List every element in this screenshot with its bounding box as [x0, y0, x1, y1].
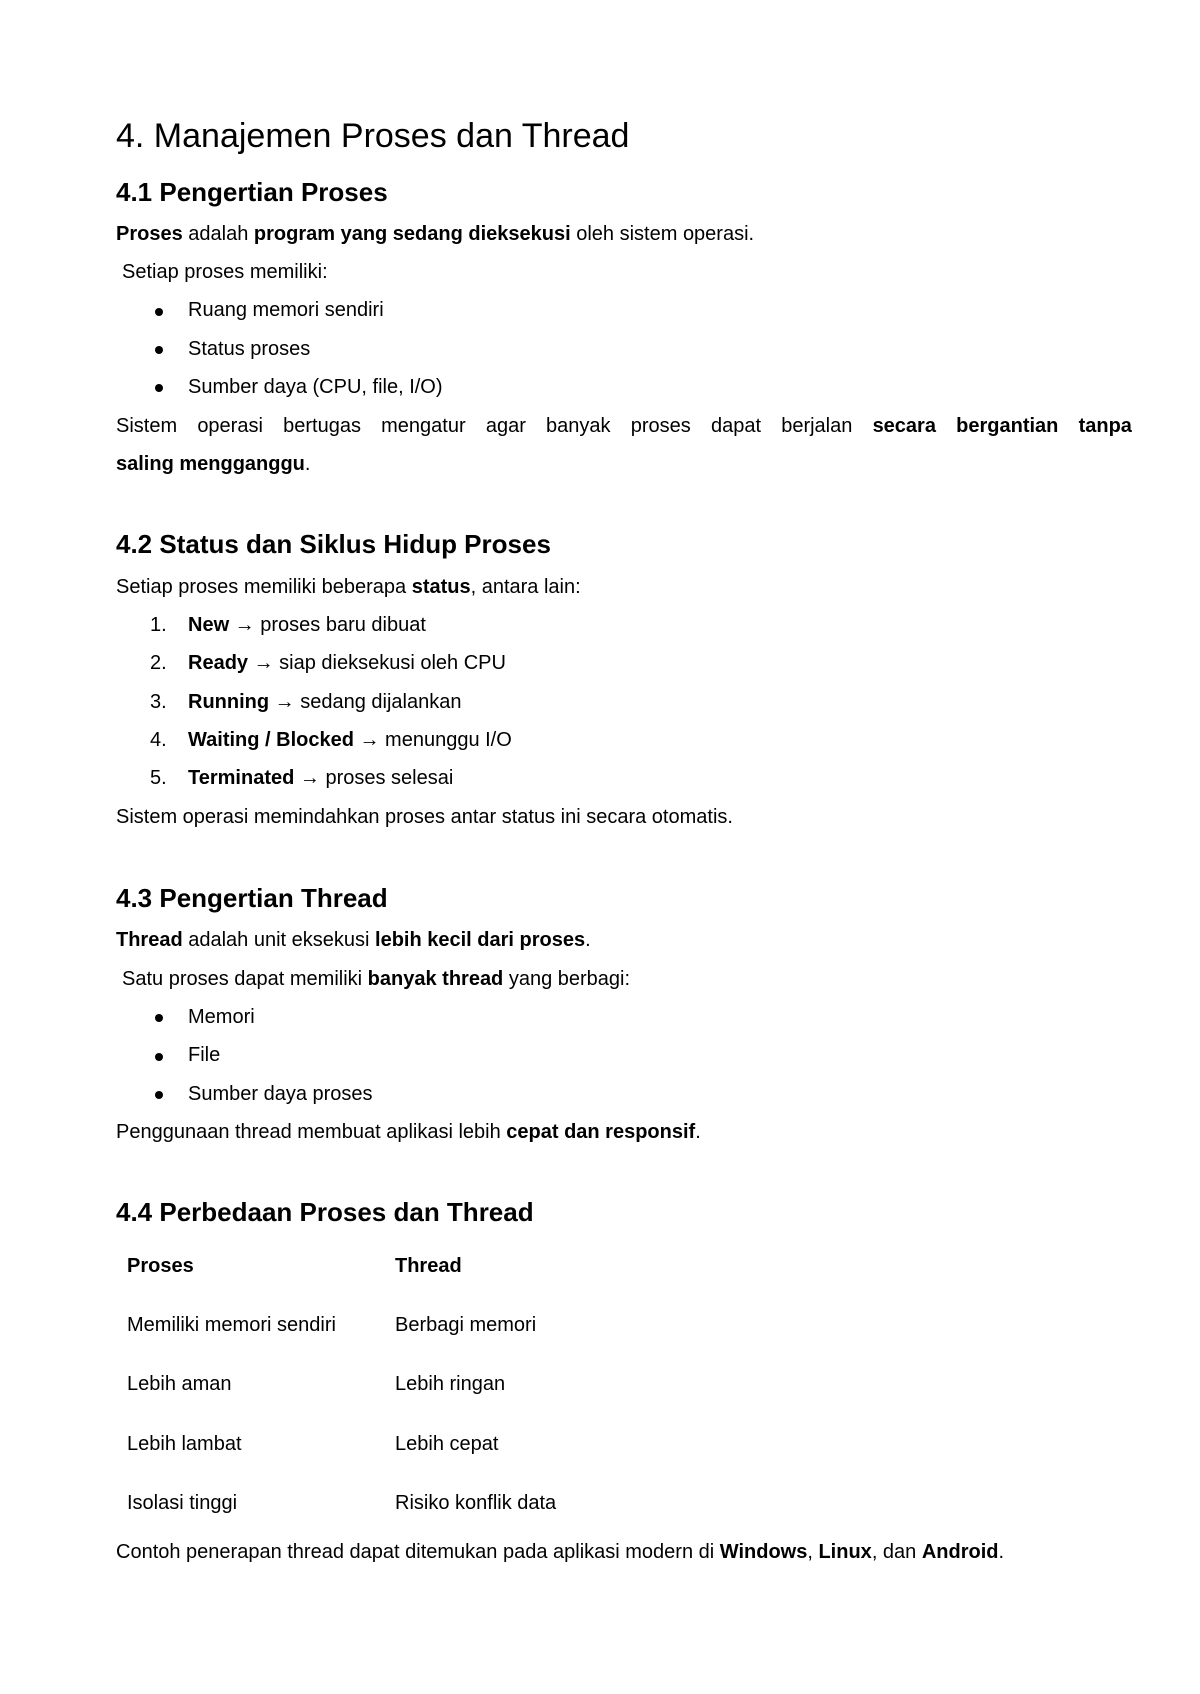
term-banyak-thread: banyak thread	[367, 968, 504, 990]
word-bold: saling mengganggu	[116, 453, 305, 475]
term-linux: Linux	[818, 1541, 872, 1563]
text: Satu proses dapat memiliki	[122, 968, 368, 990]
list-item: Sumber daya (CPU, file, I/O)	[188, 376, 443, 398]
list-item: Sumber daya proses	[188, 1083, 373, 1105]
status-desc: → proses baru dibuat	[229, 614, 426, 636]
term-status: status	[411, 576, 471, 598]
section-4-2-heading: 4.2 Status dan Siklus Hidup Proses	[116, 529, 551, 559]
list-number: 2.	[150, 652, 167, 674]
term-android: Android	[921, 1541, 999, 1563]
text: adalah unit eksekusi	[182, 929, 376, 951]
status-intro	[116, 575, 581, 599]
bullet-icon	[155, 1053, 163, 1061]
text: .	[304, 453, 311, 475]
list-item: Memori	[188, 1006, 255, 1028]
bullet-icon	[155, 384, 163, 392]
word-bold: bergantian	[956, 415, 1059, 437]
list-number: 5.	[150, 767, 167, 789]
text: oleh sistem operasi.	[570, 223, 755, 245]
list-number: 3.	[150, 691, 167, 713]
word: operasi	[197, 415, 263, 437]
list-item	[188, 728, 512, 752]
status-term: Running	[188, 691, 270, 713]
word: agar	[485, 415, 526, 437]
word: banyak	[546, 415, 611, 437]
status-desc: → proses selesai	[294, 767, 454, 789]
section-4-4-heading: 4.4 Perbedaan Proses dan Thread	[116, 1197, 534, 1227]
term-thread: Thread	[116, 929, 183, 951]
table-cell: Memiliki memori sendiri	[127, 1314, 336, 1336]
list-number: 4.	[150, 729, 167, 751]
table-cell: Berbagi memori	[395, 1314, 537, 1336]
table-cell: Lebih cepat	[395, 1433, 499, 1455]
status-term: Terminated	[188, 767, 295, 789]
text: Setiap proses memiliki beberapa	[116, 576, 412, 598]
list-item	[188, 766, 453, 790]
word-bold: secara	[872, 415, 936, 437]
status-closing: Sistem operasi memindahkan proses antar status ini secara otomatis.	[116, 806, 733, 828]
document-title: 4. Manajemen Proses dan Thread	[116, 117, 630, 155]
text: ,	[807, 1541, 819, 1563]
list-item	[188, 613, 426, 637]
status-term: New	[188, 614, 230, 636]
term-proses: Proses	[116, 223, 183, 245]
text: Penggunaan thread membuat aplikasi lebih	[116, 1121, 507, 1143]
status-desc: → menunggu I/O	[353, 729, 512, 751]
status-desc: → siap dieksekusi oleh CPU	[248, 652, 506, 674]
word: dapat	[710, 415, 762, 437]
table-cell: Lebih lambat	[127, 1433, 242, 1455]
word-bold: tanpa	[1078, 415, 1132, 437]
list-item: Status proses	[188, 338, 311, 360]
word: berjalan	[781, 415, 853, 437]
bullet-icon	[155, 1014, 163, 1022]
list-item: File	[188, 1044, 221, 1066]
text: .	[695, 1121, 701, 1143]
list-number: 1.	[150, 614, 167, 636]
text: , antara lain:	[470, 576, 581, 598]
list-item	[188, 690, 461, 714]
table-header-thread: Thread	[395, 1255, 462, 1277]
table-cell: Lebih ringan	[395, 1373, 506, 1395]
word: Sistem	[116, 415, 178, 437]
table-header-proses: Proses	[127, 1255, 194, 1277]
bullet-icon	[155, 346, 163, 354]
text: , dan	[871, 1541, 922, 1563]
text: Contoh penerapan thread dapat ditemukan pada aplikasi modern di	[116, 1541, 720, 1563]
table-cell: Isolasi tinggi	[127, 1492, 238, 1514]
section-4-1-heading: 4.1 Pengertian Proses	[116, 177, 388, 207]
thread-closing	[116, 1120, 701, 1144]
proses-definition	[116, 222, 754, 246]
text: yang berbagi:	[503, 968, 631, 990]
list-item: Ruang memori sendiri	[188, 299, 384, 321]
proses-closing-line2	[116, 452, 310, 476]
word: proses	[630, 415, 691, 437]
bullet-icon	[155, 308, 163, 316]
status-desc: → sedang dijalankan	[269, 691, 462, 713]
proses-closing-line1	[116, 414, 1132, 438]
table-closing	[116, 1540, 1004, 1564]
term-program: program yang sedang dieksekusi	[253, 223, 571, 245]
section-4-3-heading: 4.3 Pengertian Thread	[116, 883, 388, 913]
term-windows: Windows	[719, 1541, 808, 1563]
table-cell: Lebih aman	[127, 1373, 232, 1395]
table-cell: Risiko konflik data	[395, 1492, 557, 1514]
status-term: Ready	[188, 652, 249, 674]
bullet-icon	[155, 1091, 163, 1099]
thread-definition	[116, 928, 591, 952]
text: .	[585, 929, 591, 951]
term-cepat: cepat dan responsif	[506, 1121, 696, 1143]
status-term: Waiting / Blocked	[188, 729, 354, 751]
text: .	[998, 1541, 1005, 1563]
list-item	[188, 651, 506, 675]
word: bertugas	[283, 415, 361, 437]
thread-intro	[122, 967, 630, 991]
proses-intro: Setiap proses memiliki:	[122, 261, 328, 283]
text: adalah	[182, 223, 254, 245]
term-lebih-kecil: lebih kecil dari proses	[375, 929, 586, 951]
word: mengatur	[381, 415, 466, 437]
